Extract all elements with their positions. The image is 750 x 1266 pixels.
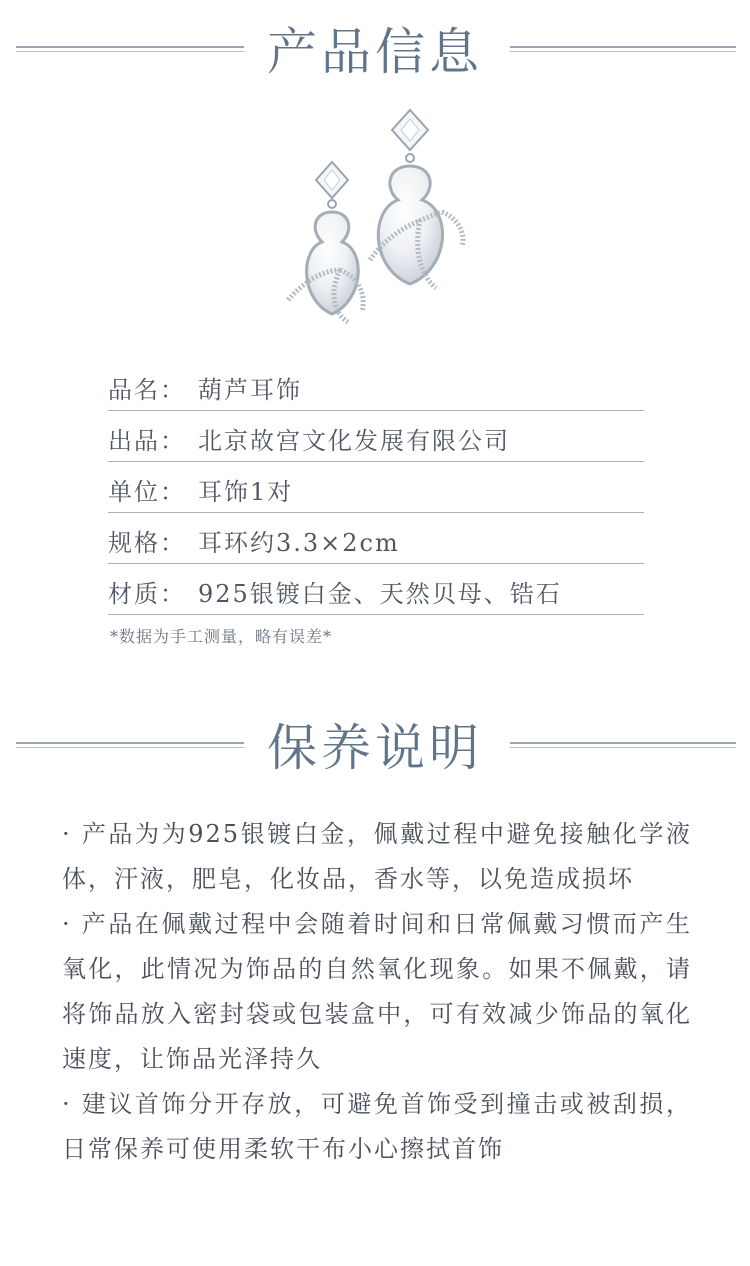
info-row-name [108,360,644,411]
info-value: 葫芦耳饰 [198,376,302,404]
info-row-producer [108,411,644,462]
product-info-table [108,360,644,615]
info-key: 规格： [108,529,186,557]
product-info-title: 产品信息 [267,23,483,81]
care-instructions [62,812,692,1172]
info-key: 材质： [108,580,186,608]
divider-right [510,742,736,744]
care-item: · 产品为为925银镀白金，佩戴过程中避免接触化学液体，汗液，肥皂，化妆品，香水等，以免造成损坏 [62,820,692,893]
product-info-header [0,6,750,86]
info-value: 耳环约3.3×2cm [198,529,400,557]
divider-right [510,46,736,48]
info-row-size [108,513,644,564]
info-value: 925银镀白金、天然贝母、锆石 [198,580,562,608]
info-value: 耳饰1对 [198,478,294,506]
info-key: 品名： [108,376,186,404]
earrings-image [270,100,490,340]
care-title: 保养说明 [267,719,483,777]
info-key: 单位： [108,478,186,506]
info-value: 北京故宫文化发展有限公司 [198,427,510,455]
info-key: 出品： [108,427,186,455]
info-row-unit [108,462,644,513]
care-item: · 建议首饰分开存放，可避免首饰受到撞击或被刮损，日常保养可使用柔软干布小心擦拭首饰 [62,1090,692,1163]
info-row-material [108,564,644,615]
care-item: · 产品在佩戴过程中会随着时间和日常佩戴习惯而产生氧化，此情况为饰品的自然氧化现象。如果不佩戴，请将饰品放入密封袋或包装盒中，可有效减少饰品的氧化速度，让饰品光泽持久 [62,910,692,1073]
measurement-note: *数据为手工测量，略有误差* [110,627,333,646]
care-header [0,702,750,782]
